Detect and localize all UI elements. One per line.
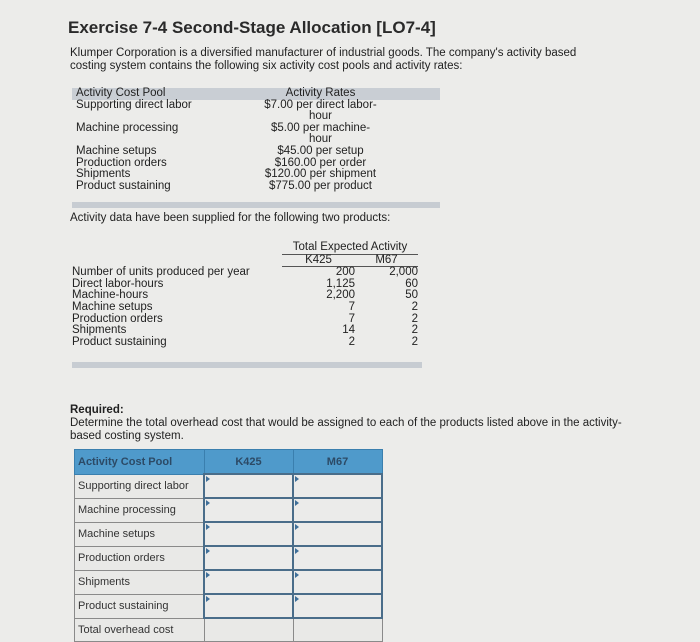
activity-name: Direct labor-hours xyxy=(72,277,164,290)
activity-name: Production orders xyxy=(72,312,163,325)
activity-intro: Activity data have been supplied for the following two products: xyxy=(70,212,391,224)
activity-name: Machine-hours xyxy=(72,289,149,302)
activity-name: Shipments xyxy=(72,324,127,337)
rate-row xyxy=(72,169,440,181)
k425-value: 200 xyxy=(335,266,355,279)
m67-input[interactable] xyxy=(293,594,382,618)
m67-input[interactable] xyxy=(293,498,382,522)
k425-value: 2 xyxy=(348,335,355,348)
k425-value: 14 xyxy=(342,324,355,337)
k425-value: 7 xyxy=(348,312,355,325)
cost-pool-label: Product sustaining xyxy=(75,594,205,618)
header-m67: M67 xyxy=(355,255,418,268)
k425-input[interactable] xyxy=(204,546,293,570)
rate-row xyxy=(72,181,440,193)
answer-row xyxy=(75,498,383,522)
cost-pool-name: Production orders xyxy=(76,156,167,169)
k425-input[interactable] xyxy=(204,522,293,546)
m67-value: 2 xyxy=(411,324,418,337)
rate-row xyxy=(72,146,440,158)
activity-rate: $45.00 per setup xyxy=(277,144,364,157)
m67-value: 60 xyxy=(405,277,418,290)
required-label: Required: xyxy=(70,404,124,416)
activity-rate: $160.00 per order xyxy=(274,156,367,169)
total-label: Total overhead cost xyxy=(75,618,205,642)
answer-row xyxy=(75,594,383,618)
cost-pool-name: Product sustaining xyxy=(76,179,171,192)
exercise-title: Exercise 7-4 Second-Stage Allocation [LO7-4] xyxy=(68,18,436,37)
k425-value: 7 xyxy=(348,300,355,313)
m67-value: 2 xyxy=(411,300,418,313)
header-rates: Activity Rates xyxy=(285,87,356,99)
header-k425: K425 xyxy=(282,255,355,268)
m67-value: 2,000 xyxy=(389,266,418,279)
header-k425: K425 xyxy=(204,450,293,475)
header-m67: M67 xyxy=(293,450,382,475)
m67-value: 50 xyxy=(405,289,418,302)
activity-name: Machine setups xyxy=(72,300,153,313)
header-cost-pool: Activity Cost Pool xyxy=(76,87,166,99)
m67-value: 2 xyxy=(411,335,418,348)
k425-input[interactable] xyxy=(204,474,293,498)
table-divider xyxy=(72,362,422,368)
k425-total xyxy=(204,618,293,642)
cost-pool-name: Supporting direct labor xyxy=(76,98,192,111)
answer-row xyxy=(75,522,383,546)
k425-input[interactable] xyxy=(204,594,293,618)
cost-pool-label: Production orders xyxy=(75,546,205,570)
cost-pool-name: Machine setups xyxy=(76,144,157,157)
rates-header xyxy=(72,88,440,100)
rate-row xyxy=(72,123,440,146)
m67-input[interactable] xyxy=(293,546,382,570)
k425-input[interactable] xyxy=(204,498,293,522)
required-text: Determine the total overhead cost that would be assigned to each of the products listed above in the activity-based costing system. xyxy=(70,417,622,442)
total-row xyxy=(75,618,383,642)
activity-rate: $5.00 per machine-hour xyxy=(270,121,371,146)
m67-value: 2 xyxy=(411,312,418,325)
answer-table xyxy=(74,449,383,642)
cost-pool-label: Shipments xyxy=(75,570,205,594)
activity-row xyxy=(72,302,422,314)
m67-total xyxy=(293,618,382,642)
k425-input[interactable] xyxy=(204,570,293,594)
cost-pool-label: Machine setups xyxy=(75,522,205,546)
activity-name: Number of units produced per year xyxy=(72,266,250,279)
activity-rate: $120.00 per shipment xyxy=(264,168,377,181)
answer-row xyxy=(75,474,383,498)
activity-row xyxy=(72,337,422,349)
m67-input[interactable] xyxy=(293,474,382,498)
cost-pool-name: Machine processing xyxy=(76,121,179,134)
activity-row xyxy=(72,325,422,337)
k425-value: 1,125 xyxy=(326,277,355,290)
activity-data-table xyxy=(72,242,422,368)
m67-input[interactable] xyxy=(293,522,382,546)
cost-pool-name: Shipments xyxy=(76,168,131,181)
required-section xyxy=(70,404,630,443)
answer-row xyxy=(75,546,383,570)
activity-name: Product sustaining xyxy=(72,335,167,348)
activity-rate: $775.00 per product xyxy=(269,179,372,192)
table-divider xyxy=(72,202,440,208)
group-header: Total Expected Activity xyxy=(282,242,418,255)
rate-row xyxy=(72,100,440,123)
intro-text: Klumper Corporation is a diversified manufacturer of industrial goods. The company's activity based costing system contains the following six activity cost pools and activity rates: xyxy=(70,47,577,72)
header-cost-pool: Activity Cost Pool xyxy=(75,450,205,475)
activity-rates-table xyxy=(72,88,440,208)
k425-value: 2,200 xyxy=(326,289,355,302)
activity-rate: $7.00 per direct labor-hour xyxy=(264,98,377,123)
cost-pool-label: Machine processing xyxy=(75,498,205,522)
cost-pool-label: Supporting direct labor xyxy=(75,474,205,498)
m67-input[interactable] xyxy=(293,570,382,594)
answer-row xyxy=(75,570,383,594)
